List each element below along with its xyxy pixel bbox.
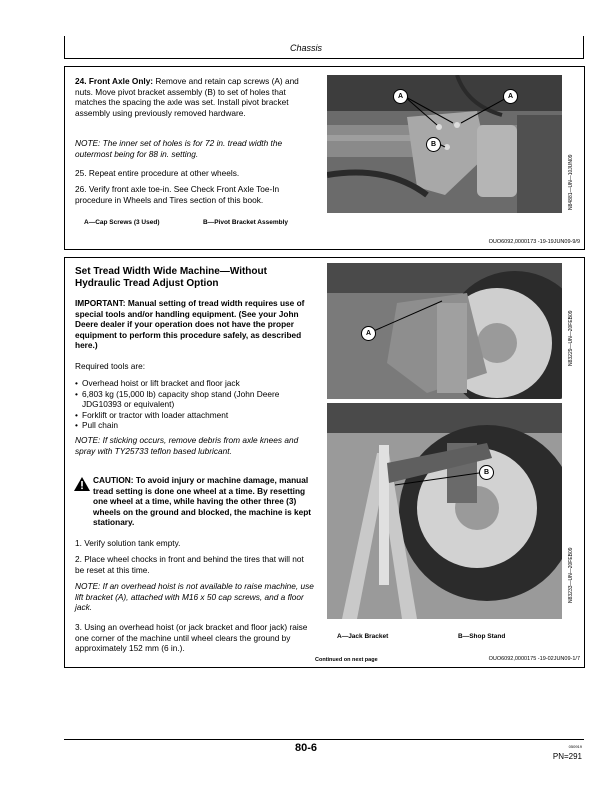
continued-note: Continued on next page: [315, 657, 378, 663]
step-1: 1. Verify solution tank empty.: [75, 538, 181, 548]
pivot-bracket-photo: [327, 75, 562, 213]
doc-ref-2: OUO6092,0000175 -19-02JUN09-1/7: [488, 656, 580, 662]
required-tools-heading: Required tools are:: [75, 361, 146, 371]
step-24-text: Remove and retain cap screws (A) and nuts. Move pivot bracket assembly (B) to set of holes that matches the spacing the axle was set. Install pivot bracket assembly using previously removed hardware.: [75, 76, 299, 118]
shop-stand-illustration: [327, 403, 562, 619]
tool-item: • Forklift or tractor with loader attachment: [75, 410, 315, 421]
footer-pn: PN=291: [552, 752, 582, 761]
procedure-block-front-axle: [64, 66, 585, 250]
section-heading: Set Tread Width Wide Machine—Without Hydraulic Tread Adjust Option: [75, 266, 267, 289]
callout-a: A: [361, 326, 376, 341]
legend-b: B—Pivot Bracket Assembly: [203, 219, 289, 226]
header-rule: [64, 58, 584, 59]
note-sticking: NOTE: If sticking occurs, remove debris from axle knees and spray with TY25733 teflon based lubricant.: [75, 435, 299, 456]
important-notice: IMPORTANT: Manual setting of tread width requires use of special tools and/or handling equipment. (See your John Deere dealer if your operation does not have the proper equipment to perform this procedure safely, as described here.): [75, 298, 305, 350]
photo-ref-2: N83229—UN—20FEB09: [568, 310, 574, 366]
step-25: 25. Repeat entire procedure at other wheels.: [75, 168, 240, 178]
legend-jack-bracket: A—Jack Bracket: [337, 633, 389, 640]
step-26: 26. Verify front axle toe-in. See Check Front Axle Toe-In procedure in Wheels and Tires section of this book.: [75, 184, 280, 205]
step-24-label: 24. Front Axle Only:: [75, 76, 154, 86]
tool-item: • 6,803 kg (15,000 lb) capacity shop stand (John Deere JDG10393 or equivalent): [75, 389, 315, 410]
callout-a-right: A: [503, 89, 518, 104]
doc-ref-1: OUO6092,0000173 -19-19JUN09-9/9: [488, 239, 580, 245]
footer-rule: [64, 739, 584, 740]
photo-ref-1: N84881—UN—10JUN09: [568, 154, 574, 210]
tools-list: [75, 378, 315, 431]
page-number: 80-6: [294, 742, 318, 754]
jack-bracket-photo: [327, 263, 562, 399]
shop-stand-photo: [327, 403, 562, 619]
caution-notice: CAUTION: To avoid injury or machine damage, manual tread setting is done one wheel at a time. By resetting one wheel at a time, while having the other three (3) wheels on the ground and blocked, the machine is kept stationary.: [93, 475, 312, 527]
callout-b: B: [479, 465, 494, 480]
warning-triangle-icon: [74, 477, 90, 491]
callout-b: B: [426, 137, 441, 152]
step-2: 2. Place wheel chocks in front and behind the tires that will not be reset at this time.: [75, 554, 304, 575]
procedure-block-tread-width: [64, 257, 585, 668]
tool-item: • Overhead hoist or lift bracket and floor jack: [75, 378, 315, 389]
tool-item: • Pull chain: [75, 420, 315, 431]
photo-ref-3: N83233—UN—20FEB09: [568, 547, 574, 603]
note-holes: NOTE: The inner set of holes is for 72 in. tread width the outermost being for 88 in. setting.: [75, 138, 283, 159]
note-hoist: NOTE: If an overhead hoist is not available to raise machine, use lift bracket (A), attached with M16 x 50 cap screws, and a floor jack.: [75, 581, 314, 612]
legend-a: A—Cap Screws (3 Used): [84, 219, 160, 226]
callout-a-left: A: [393, 89, 408, 104]
step-3: 3. Using an overhead hoist (or jack bracket and floor jack) raise one corner of the machine until wheel clears the ground by approximately 152 mm (6 in.).: [75, 622, 308, 653]
section-title: Chassis: [289, 43, 322, 53]
step-24: [75, 76, 313, 118]
footer-small-code: 050919: [568, 744, 582, 749]
legend-shop-stand: B—Shop Stand: [458, 633, 506, 640]
pivot-bracket-illustration: [327, 75, 562, 213]
